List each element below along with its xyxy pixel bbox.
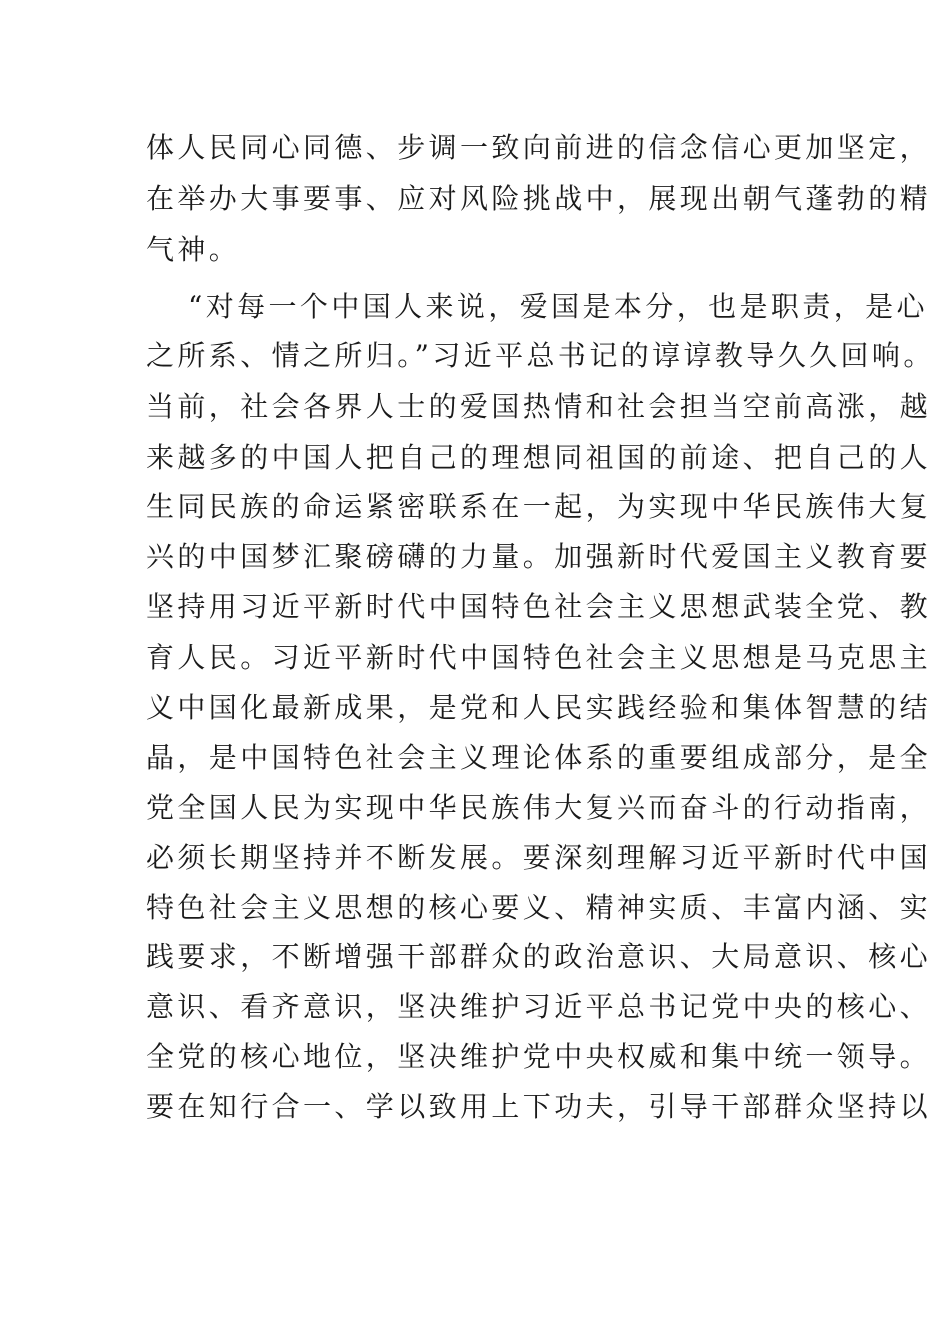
- text-line: 育人民。习近平新时代中国特色社会主义思想是马克思主: [146, 641, 932, 674]
- text-line: 在举办大事要事、应对风险挑战中，展现出朝气蓬勃的精: [146, 182, 932, 215]
- text-line: 兴的中国梦汇聚磅礴的力量。加强新时代爱国主义教育要: [146, 540, 932, 573]
- text-line: 当前，社会各界人士的爱国热情和社会担当空前高涨，越: [146, 390, 932, 423]
- text-line: 之所系、情之所归。”习近平总书记的谆谆教导久久回响。: [146, 339, 935, 372]
- text-line: 要在知行合一、学以致用上下功夫，引导干部群众坚持以: [146, 1090, 932, 1123]
- text-line: 义中国化最新成果，是党和人民实践经验和集体智慧的结: [146, 691, 932, 724]
- text-line: 特色社会主义思想的核心要义、精神实质、丰富内涵、实: [146, 891, 932, 924]
- text-line: 党全国人民为实现中华民族伟大复兴而奋斗的行动指南，: [146, 791, 932, 824]
- text-line: 来越多的中国人把自己的理想同祖国的前途、把自己的人: [146, 441, 932, 474]
- text-line: 必须长期坚持并不断发展。要深刻理解习近平新时代中国: [146, 841, 932, 874]
- paragraph-first-line: “对每一个中国人来说，爱国是本分，也是职责，是心: [188, 290, 928, 323]
- text-line: 意识、看齐意识，坚决维护习近平总书记党中央的核心、: [146, 990, 932, 1023]
- text-line: 气神。: [146, 233, 241, 266]
- text-line: 坚持用习近平新时代中国特色社会主义思想武装全党、教: [146, 590, 932, 623]
- text-line: 晶，是中国特色社会主义理论体系的重要组成部分，是全: [146, 741, 932, 774]
- text-line: 生同民族的命运紧密联系在一起，为实现中华民族伟大复: [146, 490, 932, 523]
- text-line: 体人民同心同德、步调一致向前进的信念信心更加坚定，: [146, 131, 932, 164]
- text-line: 践要求，不断增强干部群众的政治意识、大局意识、核心: [146, 940, 932, 973]
- text-line: 全党的核心地位，坚决维护党中央权威和集中统一领导。: [146, 1040, 932, 1073]
